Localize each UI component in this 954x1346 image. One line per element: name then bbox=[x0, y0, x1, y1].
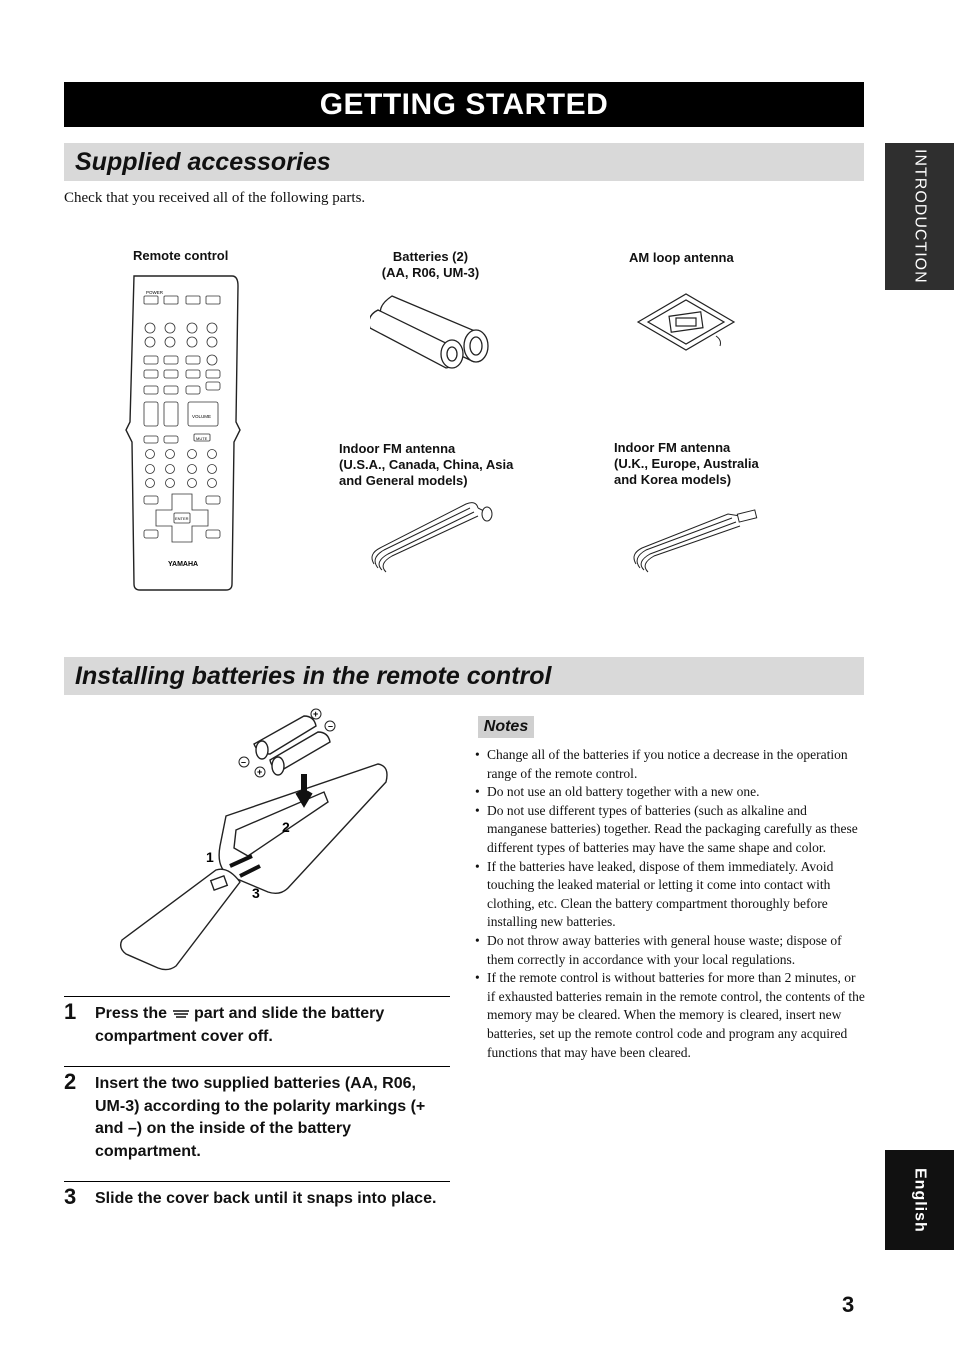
note-item: • Do not throw away batteries with general house waste; dispose of them correctly in accordance with your local regulations. bbox=[475, 932, 865, 969]
fm-antenna-us-label-line1: Indoor FM antenna bbox=[339, 441, 456, 456]
accessories-intro: Check that you received all of the following parts. bbox=[64, 190, 366, 206]
remote-brand-text: YAMAHA bbox=[168, 561, 199, 568]
page-title: GETTING STARTED bbox=[64, 82, 864, 127]
fm-antenna-uk-illustration bbox=[628, 500, 760, 576]
svg-text:+: + bbox=[313, 709, 319, 719]
fm-antenna-us-label-line3: and General models) bbox=[339, 473, 468, 488]
note-item: • If the batteries have leaked, dispose of them immediately. Avoid touching the leaked material or letting it come into contact with clothing, etc. Clean the battery compartment thoroughly before installing new batteries. bbox=[475, 858, 865, 932]
side-tab-introduction bbox=[885, 143, 954, 290]
am-antenna-label: AM loop antenna bbox=[629, 250, 734, 265]
batteries-label-line1: Batteries (2) bbox=[392, 249, 469, 264]
callout-2: 2 bbox=[282, 819, 290, 835]
note-item: • Do not use different types of batteries (such as alkaline and manganese batteries) together. Read the packaging carefully as these different types of batteries may have the same shape and color. bbox=[475, 802, 865, 858]
fm-antenna-us-illustration bbox=[366, 494, 498, 576]
step-1-text-after: part and slide the battery compartment cover off. bbox=[95, 1005, 385, 1045]
side-tab-english bbox=[885, 1150, 954, 1250]
step-1 bbox=[64, 996, 450, 1059]
remote-label: Remote control bbox=[133, 248, 229, 263]
remote-mute-text: MUTE bbox=[196, 436, 208, 441]
remote-enter-text: ENTER bbox=[175, 516, 189, 521]
step-1-number: 1 bbox=[64, 999, 77, 1024]
side-tab-english-label: English bbox=[911, 1167, 929, 1233]
batteries-illustration bbox=[370, 288, 495, 370]
batteries-label bbox=[368, 249, 493, 281]
step-2-number: 2 bbox=[64, 1069, 77, 1094]
cover-release-icon bbox=[172, 1009, 190, 1019]
svg-text:+: + bbox=[257, 767, 263, 777]
fm-antenna-uk-label bbox=[614, 440, 759, 488]
fm-antenna-us-label bbox=[339, 441, 513, 489]
remote-control-illustration bbox=[122, 272, 244, 594]
am-antenna-illustration bbox=[636, 292, 736, 354]
notes-heading: Notes bbox=[478, 716, 534, 738]
note-item: • If the remote control is without batteries for more than 2 minutes, or if exhausted batteries remain in the remote control, the contents of the memory may be cleared. When the memory is cleared, insert new batteries, set up the remote control code and program any acquired functions that may have been cleared. bbox=[475, 969, 865, 1062]
step-1-text bbox=[95, 1003, 445, 1048]
notes-list bbox=[475, 746, 865, 1062]
remote-power-text: POWER bbox=[146, 290, 164, 295]
svg-text:–: – bbox=[241, 757, 247, 767]
step-3 bbox=[64, 1181, 450, 1222]
fm-antenna-us-label-line2: (U.S.A., Canada, China, Asia bbox=[339, 457, 514, 472]
callout-1: 1 bbox=[206, 849, 214, 865]
step-2-text: Insert the two supplied batteries (AA, R06, UM-3) according to the polarity markings (+ and –) on the inside of the battery compartment. bbox=[95, 1075, 426, 1160]
section-heading-installing: Installing batteries in the remote control bbox=[64, 657, 864, 695]
note-item: • Do not use an old battery together with a new one. bbox=[475, 783, 865, 802]
fm-antenna-uk-label-line2: (U.K., Europe, Australia bbox=[614, 456, 759, 471]
note-item: • Change all of the batteries if you notice a decrease in the operation range of the remote control. bbox=[475, 746, 865, 783]
batteries-label-line2: (AA, R06, UM-3) bbox=[381, 265, 480, 280]
step-1-text-before: Press the bbox=[95, 1005, 168, 1022]
fm-antenna-uk-label-line3: and Korea models) bbox=[614, 472, 732, 487]
step-3-text: Slide the cover back until it snaps into place. bbox=[95, 1190, 437, 1207]
page-number: 3 bbox=[842, 1292, 855, 1317]
remote-volume-text: VOLUME bbox=[192, 414, 212, 419]
fm-antenna-uk-label-line1: Indoor FM antenna bbox=[614, 440, 731, 455]
side-tab-introduction-label: INTRODUCTION bbox=[911, 149, 929, 284]
section-heading-accessories: Supplied accessories bbox=[64, 143, 864, 181]
battery-installation-illustration bbox=[118, 706, 390, 972]
callout-3: 3 bbox=[252, 885, 260, 901]
svg-text:–: – bbox=[328, 721, 334, 731]
step-3-number: 3 bbox=[64, 1184, 77, 1209]
step-2 bbox=[64, 1066, 450, 1177]
